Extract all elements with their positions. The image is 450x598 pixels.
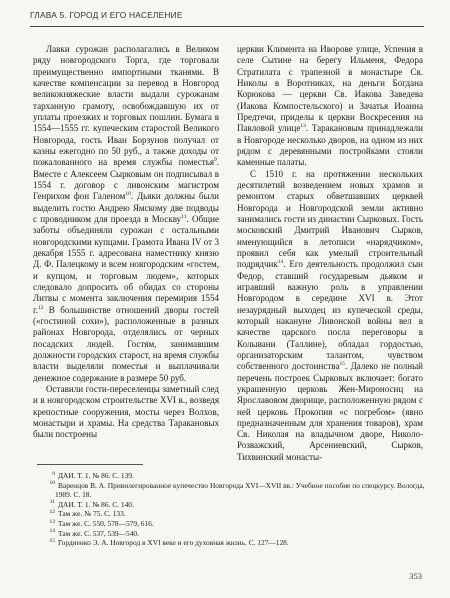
footnote: 12 Там же. № 75. С. 133. — [49, 508, 126, 519]
footnote-ref: 12 — [37, 304, 44, 311]
paragraph: Лавки сурожан располагались в Великом ряду новгородского Торга, где торговали преимущественно импортными тканями. В качестве компенсации за перевод в Новгород великокняжеские власти выдали сурожанам тарханную грамоту, освобождавшую их от уплаты проезжих и торговых пошлин. Бумага в 1554—1555 гг. купеческим старостой Великого Новгорода, гость Иван Борзунов получал от казны ежегодно по 50 руб., а также доходы от пожалованного на время службы поместья$^9$. Вместе с Алексеем Сырковым он подписывал в 1554 г. договор с ливонским магистром Генрихом фон Галеном$^{10}$. Дьяки должны были выделить гостю Андрею Ямскому две подводы с проводником для проезда в Москву$^{11}$. Общие заботы объединяли сурожан с остальными новгородскими купцами. Грамота Ивана IV от 3 декабря 1555 г. адресована наместнику князю Д. Ф. Палецкому и всем новгородским «гостем, и купцом, и торговым людем», которых следовало допросить об обидах со стороны Литвы с момента заключения перемирия 1554 г.$^{12}$ В большинстве отношений дворы гостей («гостиной сохи»), расположенные в разных районах Новгорода, отделялись от черных посадских людей. Гостям, занимавшим должности городских старост, на время службы власти выделяли поместья и выплачивали денежное содержание в размере 50 руб. — [33, 44, 219, 383]
paragraph: С 1510 г. на протяжении нескольких десятилетий возведением новых храмов и ремонтом старых обветшавших церквей Новгорода и Новгородской земли активно занимались гости из династии Сырковых. Гость московский Дмитрий Иванович Сырков, именующийся в летописи «нарядчиком», проявил себя как умелый строительный подрядчик$^{14}$. Его деятельность продолжил сын Федор, ставший государевым дьяком и игравший важную роль в управлении Новгородом в середине XVI в. Этот незаурядный выходец из купеческой среды, который накануне Ливонской войны вел в качестве царского посла переговоры в Колывани (Таллине), обладал гордостью, организаторским талантом, чувством собственного достоинства$^{15}$. Далеко не полный перечень построек Сырковых включает: богато украшенную церковь Жен-Мироносиц на Ярославовом дворище, расположенную рядом с ней церковь Прокопия «с погребом» (явно предназначенным для хранения товаров), храм Св. Николая на владычном дворе, Николо-Розважский, Арсениевский, Сырков, Тихвинский монасты- — [237, 168, 423, 462]
footnote: 13 Там же. С. 550, 578—579, 616. — [49, 518, 154, 528]
running-head: ГЛАВА 5. ГОРОД И ЕГО НАСЕЛЕНИЕ — [30, 10, 183, 20]
left-column — [33, 44, 219, 440]
paragraph: церкви Климента на Иворове улице, Успения в селе Сытине на берегу Ильменя, Федора Стратилата с трапезной в монастыре Св. Николы в Воротниках, на деньги Богдана Корюкова — церкви Св. Иакова Заведева (Иакова Компостельского) и Зачатья Иоанна Предтечи, приделы к церкви Воскресения на Павловой улице$^{13}$. Таракановым принадлежали в Новгороде несколько дворов, на одном из них рядом с деревянными постройками стояли каменные палаты. — [237, 44, 423, 168]
footnote: 15 Гордиенко Э. А. Новгород в XVI веке и его духовная жизнь. С. 127—128. — [49, 537, 289, 548]
footnote-rule — [37, 464, 143, 465]
footnote-ref: 14 — [277, 259, 284, 266]
paragraph: Оставили гости-переселенцы заметный след и в новгородском строительстве XVI в., возведя крепостные сооружения, мосты через Волхов, монастыри и храмы. На средства Таракановых были построены — [33, 383, 219, 440]
right-column — [237, 44, 423, 463]
footnote: 10 Варенцов В. А. Привилегированное купечество Новгорода XVI—XVII вв.: Учебное пособие по спецкурсу. Вологда, 1989. С. 18. — [49, 480, 425, 500]
footnote: 9 ДАИ. Т. 1. № 86. С. 139. — [52, 470, 134, 480]
page-number: 353 — [409, 571, 422, 581]
footnotes — [33, 471, 425, 548]
footnote: 11 ДАИ. Т. 1. № 86. С. 140. — [49, 499, 134, 509]
footnote-ref: 9 — [213, 157, 217, 164]
footnote-ref: 15 — [339, 361, 345, 368]
header-rule — [30, 26, 424, 27]
footnote-ref: 13 — [300, 123, 306, 130]
footnote: 14 Там же. С. 537, 539—540. — [49, 528, 139, 538]
footnote-ref: 10 — [125, 191, 131, 198]
footnote-ref: 11 — [181, 213, 187, 220]
